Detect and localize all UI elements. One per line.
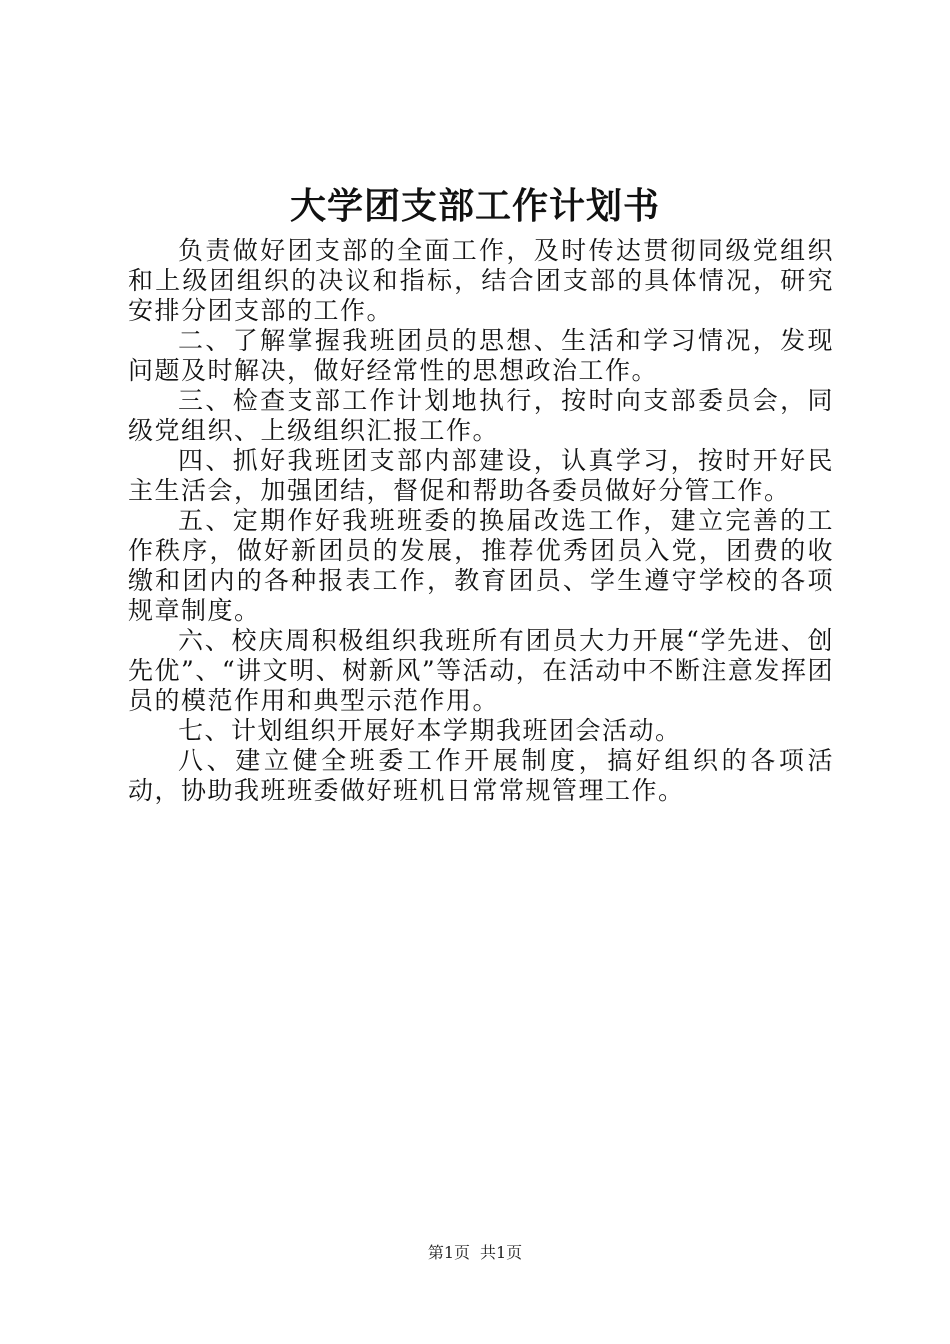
paragraph: 六、校庆周积极组织我班所有团员大力开展“学先进、创先优”、“讲文明、树新风”等活动，在活动中不断注意发挥团员的模范作用和典型示范作用。 (128, 626, 834, 715)
paragraph: 七、计划组织开展好本学期我班团会活动。 (178, 716, 682, 745)
page-total: 共1页 (480, 1243, 523, 1262)
document-title: 大学团支部工作计划书 (289, 186, 660, 227)
page-footer (0, 1243, 950, 1263)
paragraph: 四、抓好我班团支部内部建设，认真学习，按时开好民主生活会，加强团结，督促和帮助各委员做好分管工作。 (128, 446, 834, 505)
page-number: 第1页 (427, 1243, 470, 1262)
paragraph: 八、建立健全班委工作开展制度，搞好组织的各项活动，协助我班班委做好班机日常常规管理工作。 (128, 746, 834, 805)
document-body (128, 236, 834, 806)
paragraph: 负责做好团支部的全面工作，及时传达贯彻同级党组织和上级团组织的决议和指标，结合团支部的具体情况，研究安排分团支部的工作。 (128, 236, 834, 325)
paragraph: 三、检查支部工作计划地执行，按时向支部委员会，同级党组织、上级组织汇报工作。 (128, 386, 834, 445)
paragraph: 五、定期作好我班班委的换届改选工作，建立完善的工作秩序，做好新团员的发展，推荐优秀团员入党，团费的收缴和团内的各种报表工作，教育团员、学生遵守学校的各项规章制度。 (128, 506, 834, 625)
paragraph: 二、了解掌握我班团员的思想、生活和学习情况，发现问题及时解决，做好经常性的思想政治工作。 (128, 326, 834, 385)
